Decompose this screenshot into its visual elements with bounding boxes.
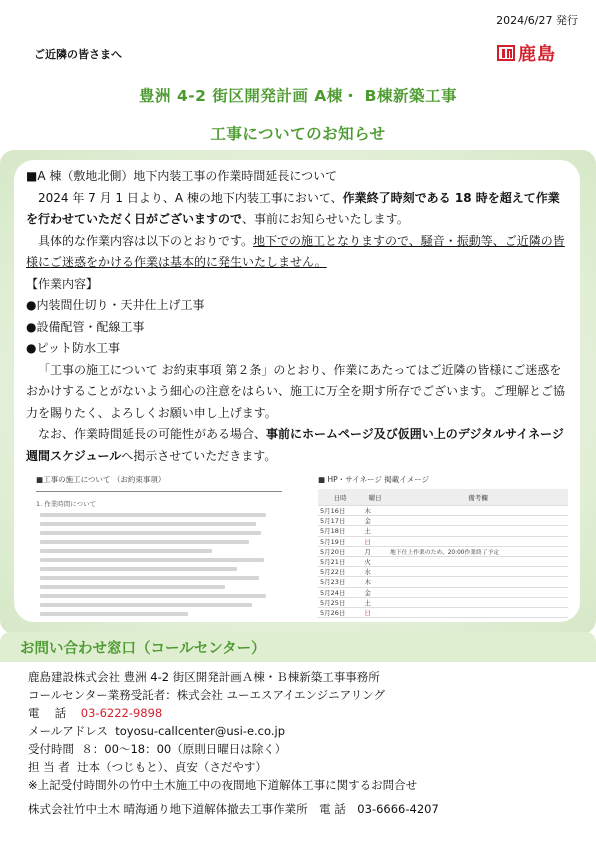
- logo-text: 鹿島: [518, 44, 556, 65]
- promises-document-image: [36, 474, 282, 620]
- email-address[interactable]: toyosu-callcenter@usi-e.co.jp: [115, 724, 285, 738]
- schedule-note: [388, 587, 568, 597]
- schedule-day: 金: [362, 587, 388, 597]
- work-label: 【作業内容】: [26, 276, 99, 291]
- schedule-date: 5月23日: [318, 577, 362, 587]
- contact-phone-row: [28, 704, 588, 722]
- schedule-date: 5月18日: [318, 526, 362, 536]
- signage-schedule-image: [318, 474, 568, 620]
- schedule-day: 木: [362, 506, 388, 516]
- promises-body: [36, 491, 282, 620]
- p4-text: なお、作業時間延長の可能性がある場合、: [38, 427, 267, 441]
- work-item: ●ピット防水工事: [26, 341, 120, 355]
- schedule-day: 金: [362, 516, 388, 526]
- work-item: ●設備配管・配線工事: [26, 319, 145, 334]
- issue-date: 2024/6/27 発行: [496, 14, 578, 27]
- schedule-note: [388, 506, 568, 516]
- contact-contractor: コールセンター業務受託者：株式会社 ユーエスアイエンジニアリング: [28, 688, 385, 702]
- schedule-date: 5月25日: [318, 597, 362, 607]
- schedule-day: 月: [362, 546, 388, 556]
- signage-title: ■ HP・サイネージ 掲載イメージ: [318, 475, 430, 484]
- schedule-day: 日: [362, 536, 388, 546]
- schedule-day: 土: [362, 526, 388, 536]
- schedule-day: 土: [362, 597, 388, 607]
- schedule-table: [318, 489, 568, 618]
- p1-text: 2024 年 7 月 1 日より、A 棟の地下内装工事において、: [38, 190, 343, 205]
- p4-bold: 事前にホームページ及び仮囲い上のデジタルサイネージ 週間スケジュール: [26, 427, 564, 463]
- col-day: 曜日: [362, 489, 388, 506]
- schedule-row: [318, 526, 568, 536]
- schedule-date: 5月19日: [318, 536, 362, 546]
- schedule-row: [318, 597, 568, 607]
- page-title: 豊洲 4-2 街区開発計画 A棟・ B棟新築工事: [139, 87, 457, 105]
- schedule-day: 日: [362, 607, 388, 617]
- contact-hours-row: [28, 740, 588, 758]
- schedule-row: [318, 567, 568, 577]
- schedule-date: 5月22日: [318, 567, 362, 577]
- schedule-note: [388, 577, 568, 587]
- promises-section: 1. 作業時間について: [36, 500, 97, 508]
- work-item: ●内装間仕切り・天井仕上げ工事: [26, 298, 205, 312]
- notice-paragraph-3: 「工事の施工について お約束事項 第２条」のとおり、作業にあたってはご近隣の皆様にご迷惑をおかけすることがないよう細心の注意をはらい、施工に万全を期す所存でございます。ご理解とご協力を賜りたく、よろしくお願い申し上げます。: [26, 362, 566, 420]
- schedule-row: [318, 546, 568, 556]
- schedule-row: [318, 506, 568, 516]
- schedule-row: [318, 587, 568, 597]
- schedule-date: 5月16日: [318, 506, 362, 516]
- p2-underlined: 地下での施工となりますので、騒音・振動等、ご近隣の皆様にご迷惑をかける作業は基本的に発生いたしません。: [26, 233, 565, 269]
- contact-staff-row: [28, 758, 588, 776]
- schedule-day: 火: [362, 556, 388, 566]
- notice-paragraph-1: [26, 188, 570, 231]
- email-label: メールアドレス: [28, 724, 108, 738]
- schedule-note: [388, 597, 568, 607]
- schedule-date: 5月24日: [318, 587, 362, 597]
- contact-other: 株式会社竹中土木 晴海通り地下道解体撤去工事作業所 電 話 03-6666-4207: [28, 802, 439, 816]
- p1-tail: 、事前にお知らせいたします。: [242, 212, 409, 226]
- schedule-date: 5月17日: [318, 516, 362, 526]
- page-subtitle: 工事についてのお知らせ: [210, 125, 386, 143]
- contact-heading: お問い合わせ窓口（コールセンター）: [20, 641, 266, 657]
- notice-body: [26, 166, 570, 467]
- staff-label: 担 当 者: [28, 760, 70, 774]
- schedule-note: [388, 536, 568, 546]
- schedule-day: 木: [362, 577, 388, 587]
- schedule-row: [318, 536, 568, 546]
- schedule-note: 地下仕上作業のため、20:00作業終了予定: [388, 546, 568, 556]
- hours-value: ８：00～18：00（原則日曜日は除く）: [81, 742, 287, 756]
- col-note: 備考欄: [388, 489, 568, 506]
- contact-body: [28, 668, 588, 818]
- phone-label: 電 話: [28, 706, 67, 720]
- schedule-row: [318, 607, 568, 617]
- promises-title: ■工事の施工について （お約束事項）: [36, 475, 166, 484]
- schedule-row: [318, 516, 568, 526]
- contact-note: ※上記受付時間外の竹中土木施工中の夜間地下道解体工事に関するお問合せ: [28, 778, 418, 792]
- notice-heading: ■A 棟（敷地北側）地下内装工事の作業時間延長について: [26, 169, 338, 183]
- notice-paragraph-4: [26, 424, 570, 467]
- schedule-row: [318, 556, 568, 566]
- kajima-logo-icon: [497, 45, 515, 61]
- schedule-date: 5月26日: [318, 607, 362, 617]
- greeting: ご近隣の皆さまへ: [34, 48, 122, 61]
- schedule-date: 5月21日: [318, 556, 362, 566]
- contact-office: 鹿島建設株式会社 豊洲 4-2 街区開発計画Ａ棟・Ｂ棟新築工事事務所: [28, 670, 380, 684]
- schedule-note: [388, 556, 568, 566]
- col-date: 日時: [318, 489, 362, 506]
- phone-number[interactable]: 03-6222-9898: [80, 706, 163, 720]
- schedule-date: 5月20日: [318, 546, 362, 556]
- p2-text: 具体的な作業内容は以下のとおりです。: [38, 233, 254, 248]
- schedule-row: [318, 577, 568, 587]
- notice-paragraph-2: [26, 231, 570, 274]
- schedule-note: [388, 516, 568, 526]
- p4-tail: へ掲示させていただきます。: [121, 448, 277, 463]
- schedule-note: [388, 607, 568, 617]
- hours-label: 受付時間: [28, 742, 74, 756]
- schedule-day: 水: [362, 567, 388, 577]
- staff-value: 辻本（つじもと）、貞安（さだやす）: [77, 760, 267, 774]
- kajima-logo: [497, 40, 556, 66]
- contact-email-row: [28, 722, 588, 740]
- p1-bold: 作業終了時刻である 18 時を超えて作業を行わせていただく日がございますので: [26, 190, 560, 226]
- schedule-note: [388, 567, 568, 577]
- schedule-note: [388, 526, 568, 536]
